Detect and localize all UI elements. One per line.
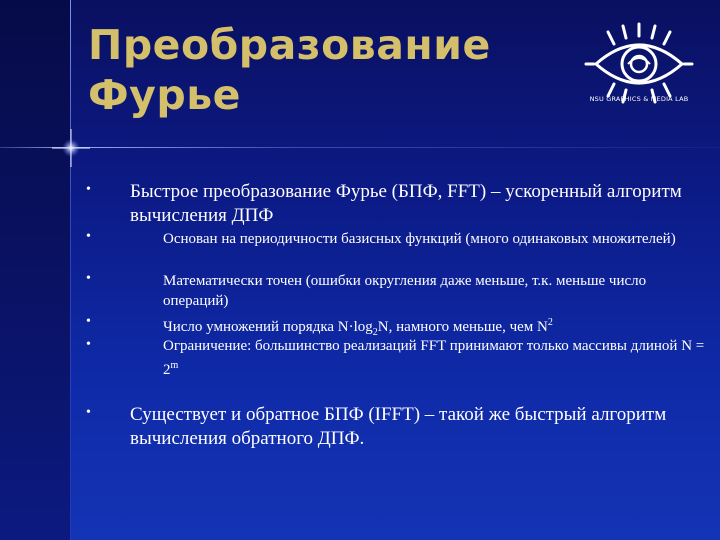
title-line-2: Фурье	[88, 71, 241, 119]
power-superscript: m	[170, 360, 179, 371]
bullet-marker: •	[86, 337, 91, 352]
horizontal-divider	[0, 147, 720, 148]
bullet-marker: •	[86, 314, 91, 329]
bullet-text-5	[163, 336, 708, 380]
bullet-text-3: Математически точен (ошибки округления даже меньше, т.к. меньше число операций)	[163, 273, 647, 309]
bullet-text-5-part-1: Ограничение: большинство реализаций FFT принимают только массивы длиной N = 2	[163, 338, 705, 378]
left-band	[0, 0, 70, 540]
bullet-marker: •	[86, 271, 91, 286]
log-base-subscript: 2	[372, 327, 378, 338]
vertical-divider	[70, 0, 71, 540]
title-line-1: Преобразование	[88, 21, 491, 69]
bullet-text-6: Существует и обратное БПФ (IFFT) – такой же быстрый алгоритм вычисления обратного ДПФ.	[130, 404, 667, 449]
bullet-marker: •	[86, 182, 91, 197]
sparkle-icon	[52, 129, 90, 167]
power-superscript: 2	[547, 317, 553, 328]
logo-caption: NSU GRAPHICS & MEDIA LAB	[589, 95, 689, 103]
bullet-text-4-part-1: Число умножений порядка N·log	[163, 319, 373, 335]
slide-title	[88, 20, 508, 120]
bullet-text-4-part-2: N, намного меньше, чем N	[377, 319, 548, 335]
bullet-marker: •	[86, 405, 91, 420]
bullet-text-2: Основан на периодичности базисных функций (много одинаковых множителей)	[163, 231, 676, 247]
bullet-text-1: Быстрое преобразование Фурье (БПФ, FFT) – ускоренный алгоритм вычисления ДПФ	[130, 181, 682, 226]
bullet-marker: •	[86, 229, 91, 244]
